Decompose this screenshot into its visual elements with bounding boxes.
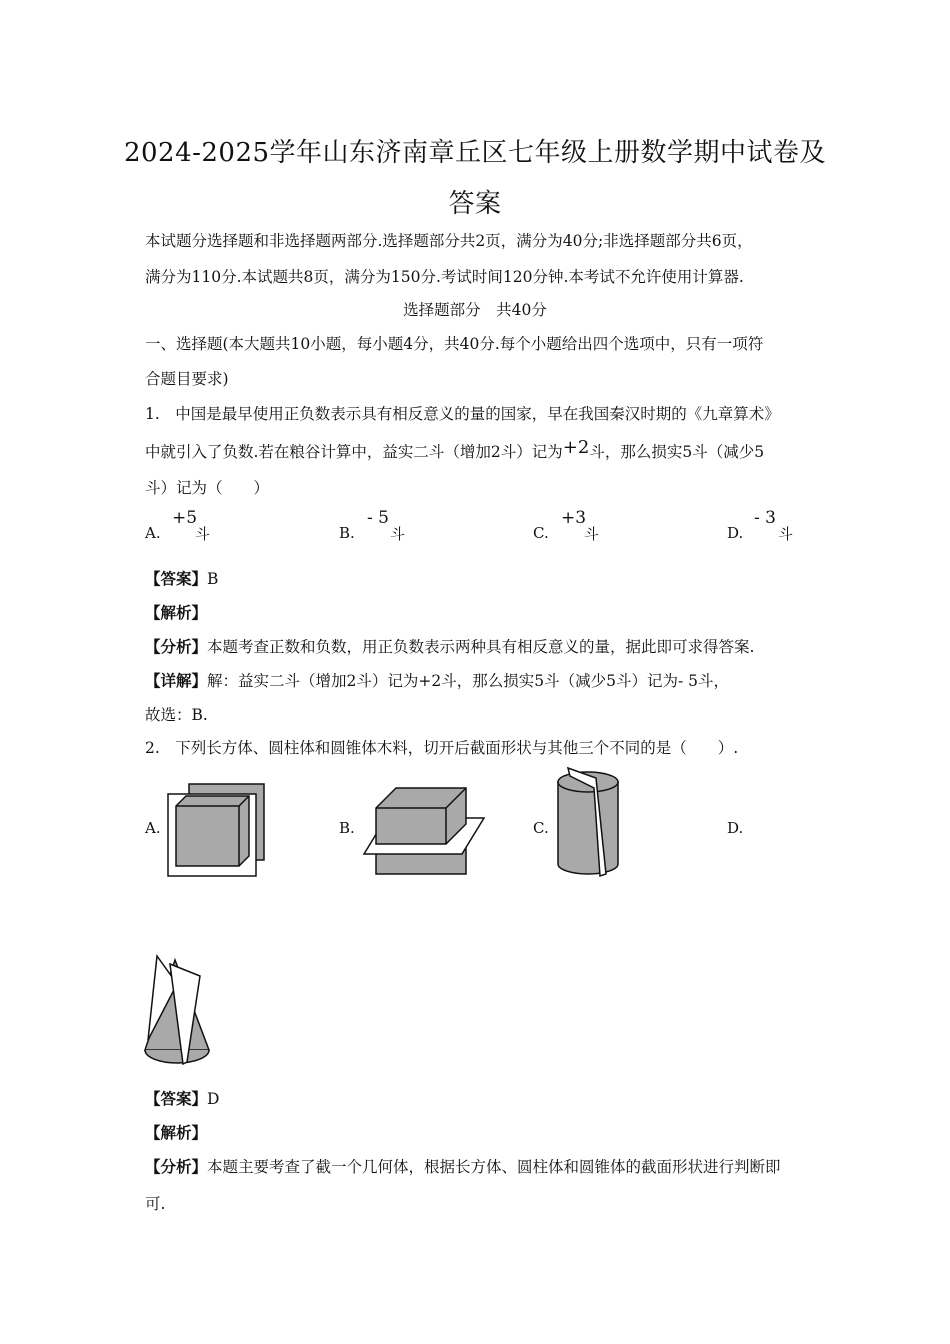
q1-option-c-letter: C.	[533, 524, 549, 542]
q2-fenxi-cont: 可.	[145, 1195, 166, 1213]
figure-b-cube-horizontal-cut	[360, 784, 488, 880]
intro-line-1: 本试题分选择题和非选择题两部分.选择题部分共2页，满分为40分;非选择题部分共6页，	[145, 232, 753, 250]
q1-option-a-letter: A.	[145, 524, 161, 542]
q1-option-b-value: - 5	[367, 508, 389, 528]
q1-option-d-unit: 斗	[778, 525, 794, 543]
q2-option-d-letter: D.	[727, 819, 744, 837]
fenxi-tag: 【分析】	[145, 1157, 208, 1176]
page-title-cont: 答案	[448, 189, 502, 219]
q1-stem-text-a: 中就引入了负数.若在粮谷计算中，益实二斗（增加2斗）记为	[145, 443, 563, 461]
figure-d-cone-vertical-cut	[140, 952, 214, 1070]
answer-value: B	[207, 570, 219, 588]
xiangjie-text: 解：益实二斗（增加2斗）记为+2斗，那么损实5斗（减少5斗）记为- 5斗，	[207, 672, 729, 690]
page-title: 2024-2025学年山东济南章丘区七年级上册数学期中试卷及	[123, 138, 827, 168]
q2-analysis-tag: 【解析】	[145, 1123, 208, 1142]
q1-stem-line-2	[145, 437, 765, 462]
q1-stem-line-1: 1. 中国是最早使用正负数表示具有相反意义的量的国家，早在我国秦汉时期的《九章算术》	[145, 405, 780, 423]
q1-option-d-value: - 3	[754, 508, 776, 528]
q1-xiangjie	[145, 669, 729, 691]
xiangjie-tag: 【详解】	[145, 671, 208, 690]
q2-stem: 2. 下列长方体、圆柱体和圆锥体木料，切开后截面形状与其他三个不同的是（ ）.	[145, 739, 739, 757]
q1-answer	[145, 567, 218, 589]
q1-stem-value: +2	[562, 437, 590, 458]
q2-option-a-letter: A.	[145, 819, 161, 837]
part1-instructions: 一、选择题(本大题共10小题，每小题4分，共40分.每个小题给出四个选项中，只有一项符	[145, 335, 764, 353]
intro-line-2: 满分为110分.本试题共8页，满分为150分.考试时间120分钟.本考试不允许使用计算器.	[145, 268, 744, 286]
figure-c-cylinder-vertical-cut	[554, 762, 626, 882]
q1-option-c-value: +3	[561, 508, 587, 528]
section-header: 选择题部分 共40分	[403, 301, 547, 319]
q1-option-a-value: +5	[172, 508, 198, 528]
q2-fenxi	[145, 1155, 781, 1177]
figure-a-cube-vertical-cut	[164, 780, 268, 880]
part1-instructions-cont: 合题目要求)	[145, 370, 229, 388]
q1-option-a-unit: 斗	[195, 525, 211, 543]
q1-option-c-unit: 斗	[584, 525, 600, 543]
q2-option-c-letter: C.	[533, 819, 549, 837]
q1-conclusion: 故选：B.	[145, 706, 208, 724]
q1-fenxi	[145, 635, 754, 657]
fenxi-text: 本题主要考查了截一个几何体，根据长方体、圆柱体和圆锥体的截面形状进行判断即	[207, 1158, 781, 1176]
q1-stem-text-b: 斗，那么损实5斗（减少5	[589, 443, 765, 461]
q2-answer	[145, 1087, 219, 1109]
q1-option-b-unit: 斗	[390, 525, 406, 543]
answer-value: D	[207, 1090, 220, 1108]
q1-option-b-letter: B.	[339, 524, 355, 542]
q1-analysis-tag: 【解析】	[145, 603, 208, 622]
q1-option-d-letter: D.	[727, 524, 744, 542]
fenxi-text: 本题考查正数和负数，用正负数表示两种具有相反意义的量，据此即可求得答案.	[207, 638, 755, 656]
answer-tag: 【答案】	[145, 1089, 208, 1108]
fenxi-tag: 【分析】	[145, 637, 208, 656]
q2-option-b-letter: B.	[339, 819, 355, 837]
q1-stem-line-3: 斗）记为（ ）	[145, 479, 270, 497]
answer-tag: 【答案】	[145, 569, 208, 588]
